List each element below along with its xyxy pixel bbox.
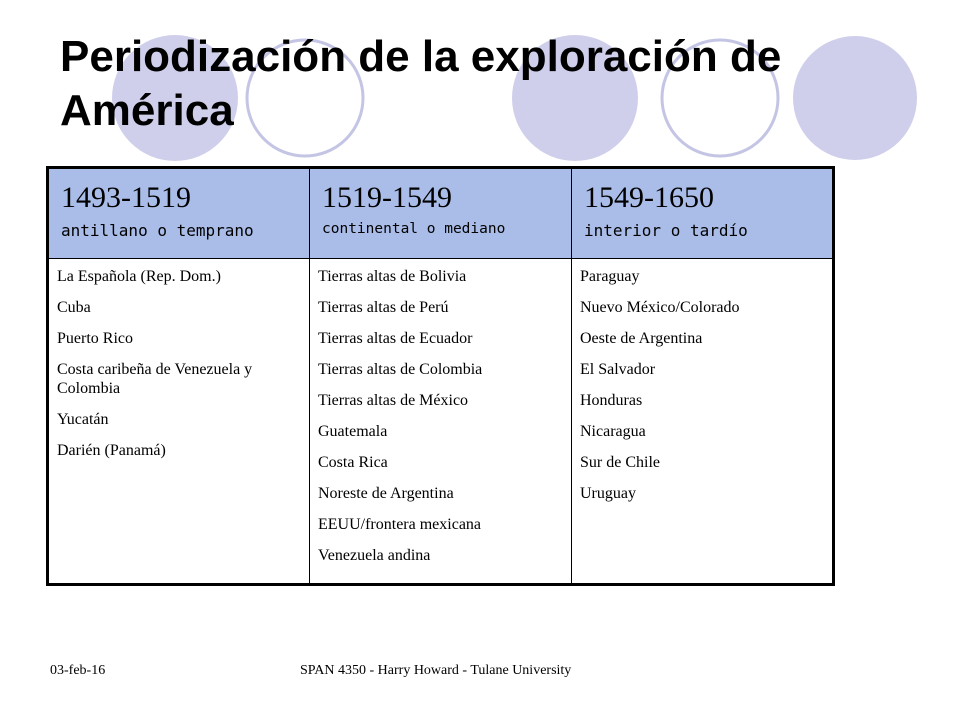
footer-date: 03-feb-16: [50, 663, 106, 678]
period-label: interior o tardío: [584, 221, 748, 240]
exploration-periods-table: [46, 166, 835, 586]
list-item: Honduras: [580, 392, 643, 409]
period-header: [572, 168, 834, 259]
list-item: Nuevo México/Colorado: [580, 299, 740, 316]
period-years: 1493-1519: [61, 181, 191, 214]
period-years: 1549-1650: [584, 181, 714, 214]
list-item: Uruguay: [580, 485, 636, 502]
period-header: [48, 168, 310, 259]
period-header: [310, 168, 572, 259]
period-years: 1519-1549: [322, 181, 452, 214]
list-item: La Española (Rep. Dom.): [57, 268, 221, 285]
list-item: Paraguay: [580, 268, 640, 285]
list-item: Yucatán: [57, 411, 109, 428]
list-item: Noreste de Argentina: [318, 485, 454, 502]
list-item: Tierras altas de Colombia: [318, 361, 483, 378]
list-item: Tierras altas de México: [318, 392, 469, 409]
footer-course-info: SPAN 4350 - Harry Howard - Tulane University: [300, 663, 572, 678]
places-list: [57, 267, 301, 460]
list-item: Tierras altas de Bolivia: [318, 268, 467, 285]
table-body-row: [48, 259, 834, 585]
period-places-cell: [310, 259, 572, 585]
list-item: Oeste de Argentina: [580, 330, 703, 347]
period-label: antillano o temprano: [61, 221, 254, 240]
list-item: Tierras altas de Perú: [318, 299, 449, 316]
period-places-cell: [48, 259, 310, 585]
period-label: continental o mediano: [322, 221, 506, 237]
list-item: Tierras altas de Ecuador: [318, 330, 473, 347]
list-item: Darién (Panamá): [57, 442, 166, 459]
places-list: [580, 267, 824, 503]
list-item: Venezuela andina: [318, 547, 431, 564]
list-item: Sur de Chile: [580, 454, 660, 471]
period-places-cell: [572, 259, 834, 585]
list-item: Puerto Rico: [57, 330, 133, 347]
list-item: Costa Rica: [318, 454, 388, 471]
list-item: Guatemala: [318, 423, 388, 440]
list-item: Cuba: [57, 299, 91, 316]
list-item: El Salvador: [580, 361, 656, 378]
list-item: Nicaragua: [580, 423, 646, 440]
list-item: Costa caribeña de Venezuela y Colombia: [57, 361, 253, 397]
table-header-row: [48, 168, 834, 259]
list-item: EEUU/frontera mexicana: [318, 516, 482, 533]
slide-title: Periodización de la exploración de América: [60, 32, 782, 135]
places-list: [318, 267, 563, 565]
